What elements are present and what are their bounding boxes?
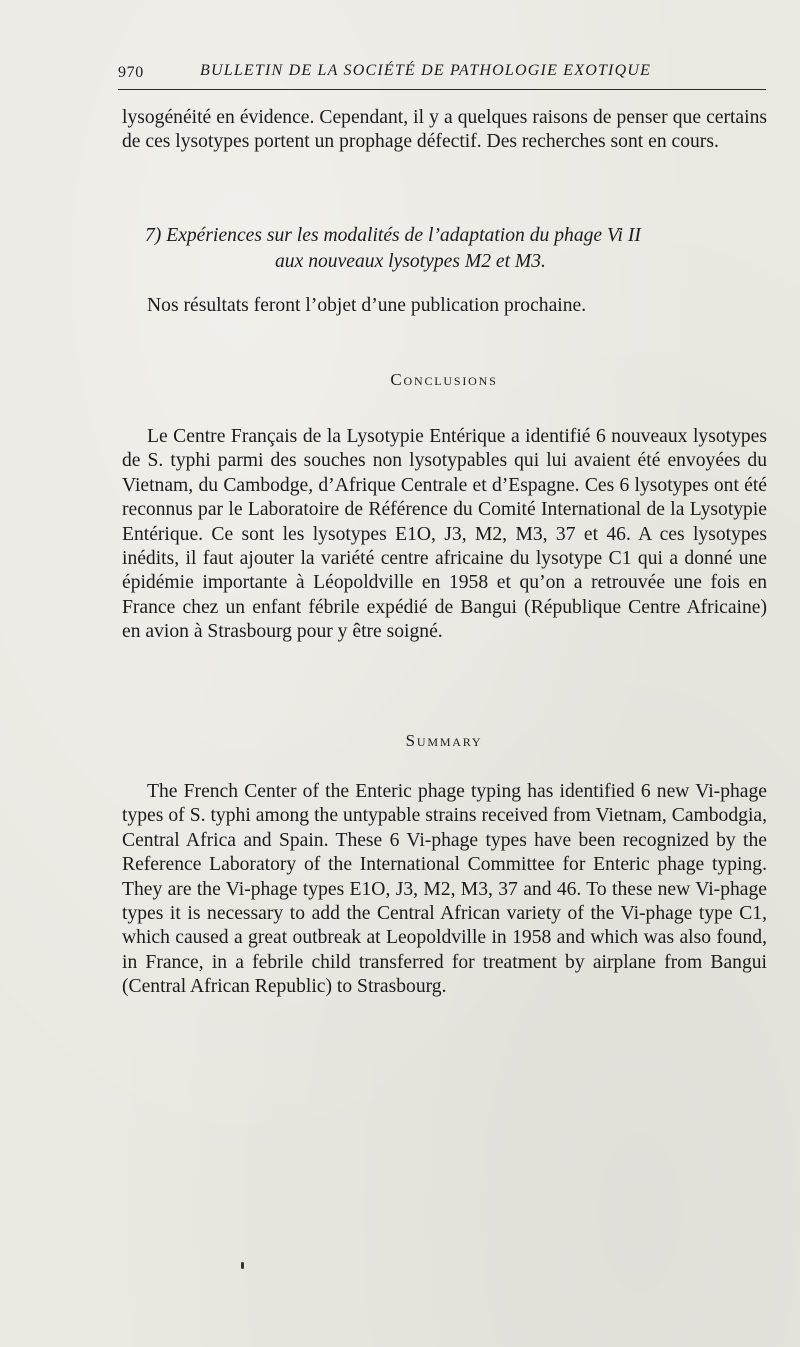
journal-title: BULLETIN DE LA SOCIÉTÉ DE PATHOLOGIE EXOTIQUE — [200, 62, 652, 79]
section-7-paragraph: Nos résultats feront l’objet d’une publication prochaine. — [147, 295, 587, 316]
summary-paragraph: The French Center of the Enteric phage typing has identified 6 new Vi-phage types of S. typhi among the untypable strains received from Vietnam, Cambodgia, Central Africa and Spain. These 6 Vi-phage types have been recognized by the Reference Laboratory of the International Committee for Enteric phage typing. They are the Vi-phage types E1O, J3, M2, M3, 37 and 46. To these new Vi-phage types it is necessary to add the Central African variety of the Vi-phage type C1, which caused a great outbreak at Leopoldville in 1958 and which was also found, in France, in a febrile child transferred for treatment by airplane from Bangui (Central African Republic) to Strasbourg. — [122, 781, 767, 998]
section-7-heading — [145, 223, 745, 275]
running-head — [118, 62, 766, 86]
section-7-heading-line2: aux nouveaux lysotypes M2 et M3. — [275, 251, 546, 272]
continuation-paragraph: lysogénéité en évidence. Cependant, il y a quelques raisons de penser que certains de ces lysotypes portent un prophage défectif. Des recherches sont en cours. — [122, 107, 767, 153]
ink-speck — [241, 1262, 244, 1269]
conclusions-paragraph: Le Centre Français de la Lysotypie Entérique a identifié 6 nouveaux lysotypes de S. typhi parmi des souches non lysotypables qui lui avaient été envoyées du Vietnam, du Cambodge, d’Afrique Centrale et d’Espagne. Ces 6 lysotypes ont été reconnus par le Laboratoire de Référence du Comité International de la Lysotypie Entérique. Ce sont les lysotypes E1O, J3, M2, M3, 37 et 46. A ces lysotypes inédits, il faut ajouter la variété centre africaine du lysotype C1 qui a donné une épidémie importante à Léopoldville en 1958 et qu’on a retrouvée une fois en France chez un enfant fébrile expédié de Bangui (République Centre Africaine) en avion à Strasbourg pour y être soigné. — [122, 426, 767, 643]
conclusions-heading: Conclusions — [390, 370, 498, 389]
page-number: 970 — [118, 64, 144, 81]
section-7-heading-line1: 7) Expériences sur les modalités de l’adaptation du phage Vi II — [145, 225, 641, 246]
header-rule — [118, 89, 766, 90]
summary-heading: Summary — [405, 731, 483, 750]
